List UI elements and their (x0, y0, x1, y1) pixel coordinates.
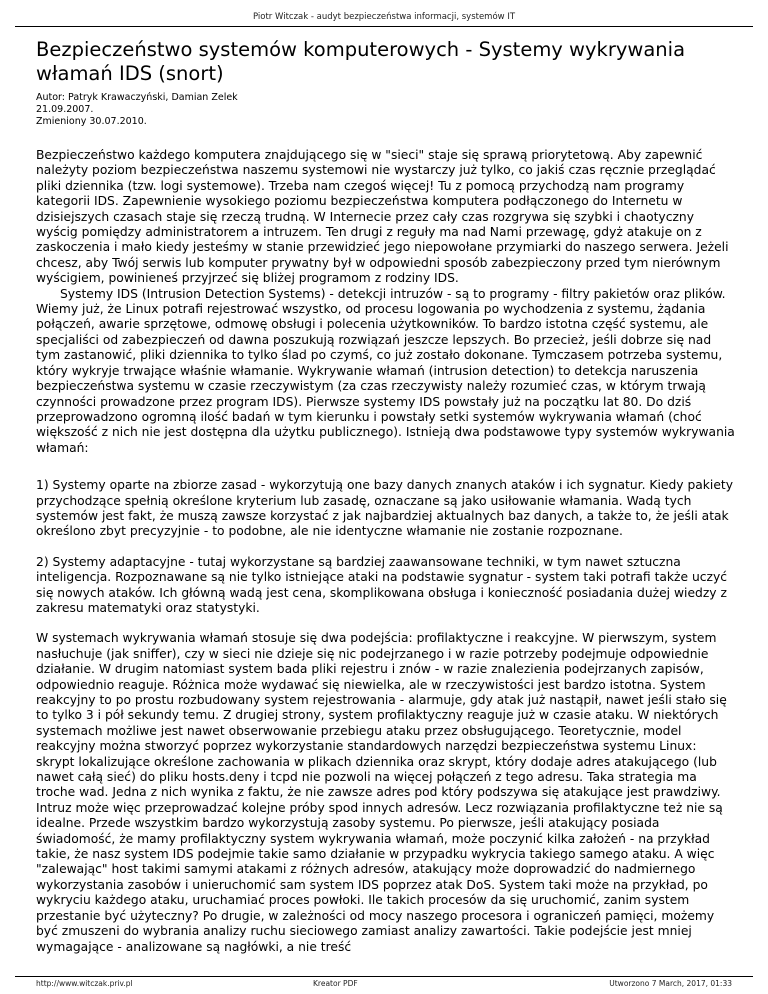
adaptive-systems-paragraph: 2) Systemy adaptacyjne - tutaj wykorzystane są bardziej zaawansowane techniki, w tym nawet sztuczna inteligencja. Rozpoznawane są nie tylko istniejące ataki na podstawie sygnatur - system taki potrafi także uczyć się nowych ataków. Ich główną wadą jest cena, skomplikowana obsługa i konieczność posiadania dużej wiedzy z zakresu matematyki oraz statystyki. (36, 554, 728, 615)
page-title: Bezpieczeństwo systemów komputerowych - Systemy wykrywania włamań IDS (snort) (36, 38, 686, 85)
rule-based-systems-paragraph: 1) Systemy oparte na zbiorze zasad - wykorzytują one bazy danych znanych ataków i ich sygnatur. Kiedy pakiety przychodzące spełnią określone kryterium lub zasadę, oznaczane są jako usiłowanie włamania. Wadą tych systemów jest fakt, że muszą zawsze korzystać z jak najbardziej aktualnych baz danych, a także to, że jeśli atak określono zbyt precyzyjnie - to podobne, ale nie identyczne włamanie nie zostanie rozpoznane. (36, 478, 734, 539)
running-header: Piotr Witczak - audyt bezpieczeństwa informacji, systemów IT (252, 12, 516, 22)
publish-date: 21.09.2007. (36, 104, 94, 115)
article-body (36, 148, 736, 955)
intro-paragraph: Bezpieczeństwo każdego komputera znajdującego się w "sieci" staje się sprawą priorytetową. Aby zapewnić należyty poziom bezpieczeństwa naszemu systemowi nie wystarczy już tylko, co jakiś czas ręcznie przeglądać pliki dziennika (tzw. logi systemowe). Trzeba nam czegoś więcej! Tu z pomocą przychodzą nam programy kategorii IDS. Zapewnienie wysokiego poziomu bezpieczeństwa komputera podłączonego do Internetu w dzisiejszych czasach staje się rzeczą trudną. W Internecie przez cały czas rozgrywa się szybki i chaotyczny wyścig pomiędzy administratorem a intruzem. Ten drugi z reguły ma nad Nami przewagę, gdyż atakuje on z zaskoczenia i mało kiedy jesteśmy w stanie przewidzieć jego niepowołane przymiarki do naszego serwera. Jeżeli chcesz, aby Twój serwis lub komputer prywatny był w odpowiedni sposób zabezpieczony przed tym nierównym wyścigiem, powinieneś przyjrzeć się bliżej programom z rodziny IDS. (36, 148, 729, 286)
footer-generator: Kreator PDF (313, 979, 358, 988)
header-divider (15, 26, 753, 27)
ids-paragraph: Systemy IDS (Intrusion Detection Systems) - detekcji intruzów - są to programy - filtry pakietów oraz plików. Wiemy już, że Linux potrafi rejestrować wszystko, od procesu logowania po wychodzenia z systemu, żądania połączeń, awarie sprzętowe, odmowę obsługi i polecenia użytkowników. To bardzo istotna część systemu, ale specjaliści od zabezpieczeń od dawna poszukują rozwiązań jeszcze lepszych. Bo przecież, jeśli dobrze się nad tym zastanowić, pliki dziennika to tylko ślad po czymś, co już zostało dokonane. Tymczasem potrzeba systemu, który wykryje trwające właśnie włamanie. Wykrywanie włamań (intrusion detection) to detekcja naruszenia bezpieczeństwa systemu w czasie rzeczywistym (za czas rzeczywisty należy rozumieć czas, w którym trwają czynności prowadzone przez program IDS). Pierwsze systemy IDS powstały już na początku lat 80. Do dziś przeprowadzono ogromną ilość badań w tym kierunku i powstały setki systemów wykrywania włamań (choć większość z nich nie jest dostępna dla użytku publicznego). Istnieją dwa podstawowe typy systemów wykrywania włamań: (36, 286, 735, 455)
footer-url-link[interactable]: http://www.witczak.priv.pl (36, 979, 133, 988)
article-meta (36, 92, 238, 128)
approaches-paragraph: W systemach wykrywania włamań stosuje się dwa podejścia: profilaktyczne i reakcyjne. W pierwszym, system nasłuchuje (jak sniffer), czy w sieci nie dzieje się nic podejrzanego i w razie potrzeby podejmuje odpowiednie działanie. W drugim natomiast system bada pliki rejestru i znów - w razie znalezienia podejrzanych zapisów, odpowiednio reaguje. Różnica może wydawać się niewielka, ale w rzeczywistości jest bardzo istotna. System reakcyjny to po prostu rozbudowany system rejestrowania - alarmuje, gdy atak już nastąpił, nawet jeśli stało się to tylko 3 i pół sekundy temu. Z drugiej strony, system profilaktyczny reaguje już w czasie ataku. W niektórych systemach możliwe jest nawet obserwowanie przebiegu ataku przez obsługującego. Teoretycznie, model reakcyjny można stworzyć poprzez wykorzystanie standardowych narzędzi bezpieczeństwa systemu Linux: skrypt lokalizujące określone zachowania w plikach dziennika oraz skrypt, który dodaje adres atakującego (lub nawet całą sieć) do pliku hosts.deny i tcpd nie pozwoli na więcej połączeń z tego adresu. Taka strategia ma troche wad. Jedna z nich wynika z faktu, że nie zawsze adres pod który podszywa się atakujące jest prawdziwy. Intruz może więc przeprowadzać kolejne próby spod innych adresów. Lecz rozwiązania profilaktyczne też nie są idealne. Przede wszystkim bardzo wykorzystują zasoby systemu. Po pierwsze, jeśli atakujący posiada świadomość, że mamy profilaktyczny system wykrywania włamań, może poczynić kilka założeń - na przykład takie, że nasz system IDS podejmie takie samo działanie w przypadku wykrycia takiego samego ataku. A więc "zalewając" host takimi samymi atakami z różnych adresów, atakujący może doprowadzić do nadmiernego wykorzystania zasobów i unieruchomić sam system IDS poprzez atak DoS. System taki może na przykład, po wykryciu każdego ataku, uruchamiać proces powłoki. Ile takich procesów da się uruchomić, zanim system przestanie być użyteczny? Po drugie, w zależności od mocy naszego procesora i ograniczeń pamięci, możemy być zmuszeni do wybrania analizy ruchu sieciowego zamiast analizy zawartości. Takie podejście jest mniej wymagające - analizowane są nagłówki, a nie treść (36, 631, 727, 954)
footer-divider (15, 976, 753, 977)
author-line: Autor: Patryk Krawaczyński, Damian Zelek (36, 92, 238, 103)
footer-created-date: Utworzono 7 March, 2017, 01:33 (609, 979, 732, 988)
modified-date: Zmieniony 30.07.2010. (36, 116, 147, 127)
